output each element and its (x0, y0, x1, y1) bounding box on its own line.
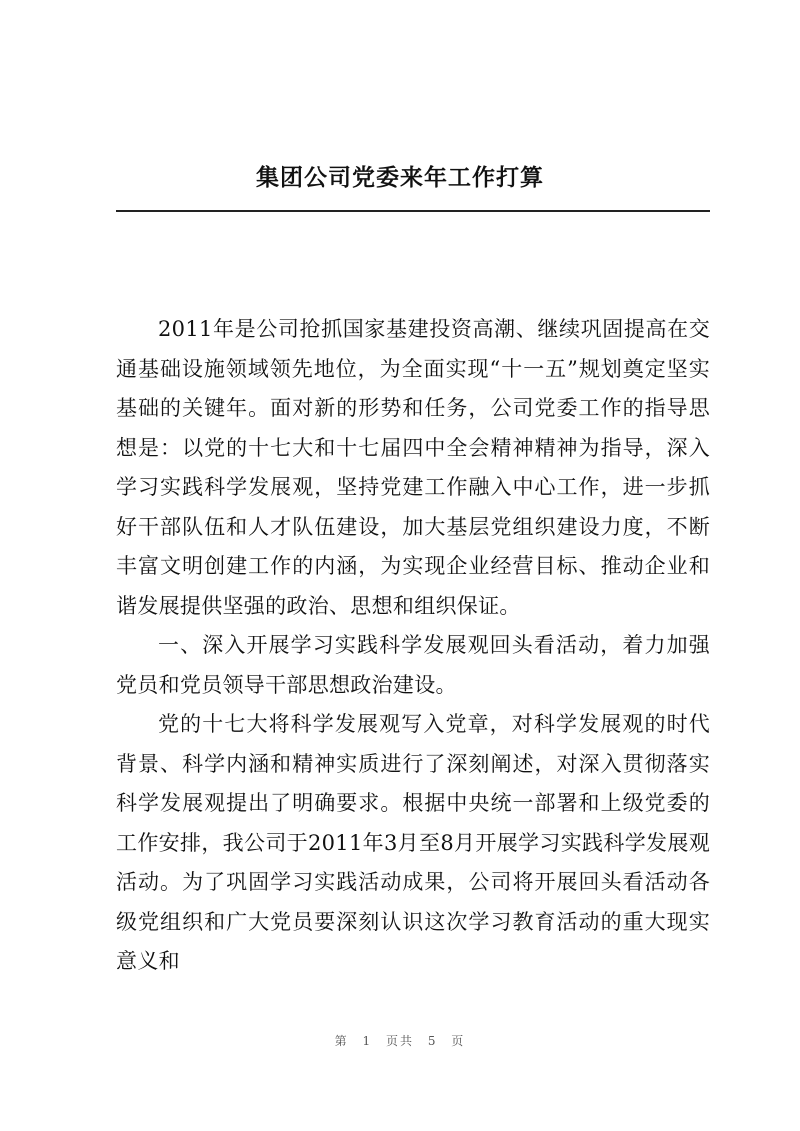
paragraph-section-body: 党的十七大将科学发展观写入党章，对科学发展观的时代背景、科学内涵和精神实质进行了深刻阐述，对深入贯彻落实科学发展观提出了明确要求。根据中央统一部署和上级党委的工作安排，我公司于2011年3月至8月开展学习实践科学发展观活动。为了巩固学习实践活动成果，公司将开展回头看活动各级党组织和广大党员要深刻认识这次学习教育活动的重大现实意义和 (116, 712, 710, 973)
title-underline (116, 210, 710, 212)
paragraph-intro: 2011年是公司抢抓国家基建投资高潮、继续巩固提高在交通基础设施领域领先地位，为全面实现“十一五”规划奠定坚实基础的关键年。面对新的形势和任务，公司党委工作的指导思想是：以党的十七大和十七届四中全会精神精神为指导，深入学习实践科学发展观，坚持党建工作融入中心工作，进一步抓好干部队伍和人才队伍建设，加大基层党组织建设力度，不断丰富文明创建工作的内涵，为实现企业经营目标、推动企业和谐发展提供坚强的政治、思想和组织保证。 (116, 317, 710, 618)
footer-page-number: 1 (362, 1034, 373, 1048)
footer-total-pages: 5 (427, 1034, 438, 1048)
page-footer (0, 1032, 800, 1049)
footer-label-end: 页 (451, 1034, 466, 1048)
footer-label-of: 页共 (385, 1034, 414, 1048)
paragraph-section-heading: 一、深入开展学习实践科学发展观回头看活动，着力加强党员和党员领导干部思想政治建设。 (116, 633, 710, 697)
document-title: 集团公司党委来年工作打算 (256, 165, 544, 191)
document-body (116, 310, 710, 982)
footer-label-page: 第 (334, 1034, 349, 1048)
